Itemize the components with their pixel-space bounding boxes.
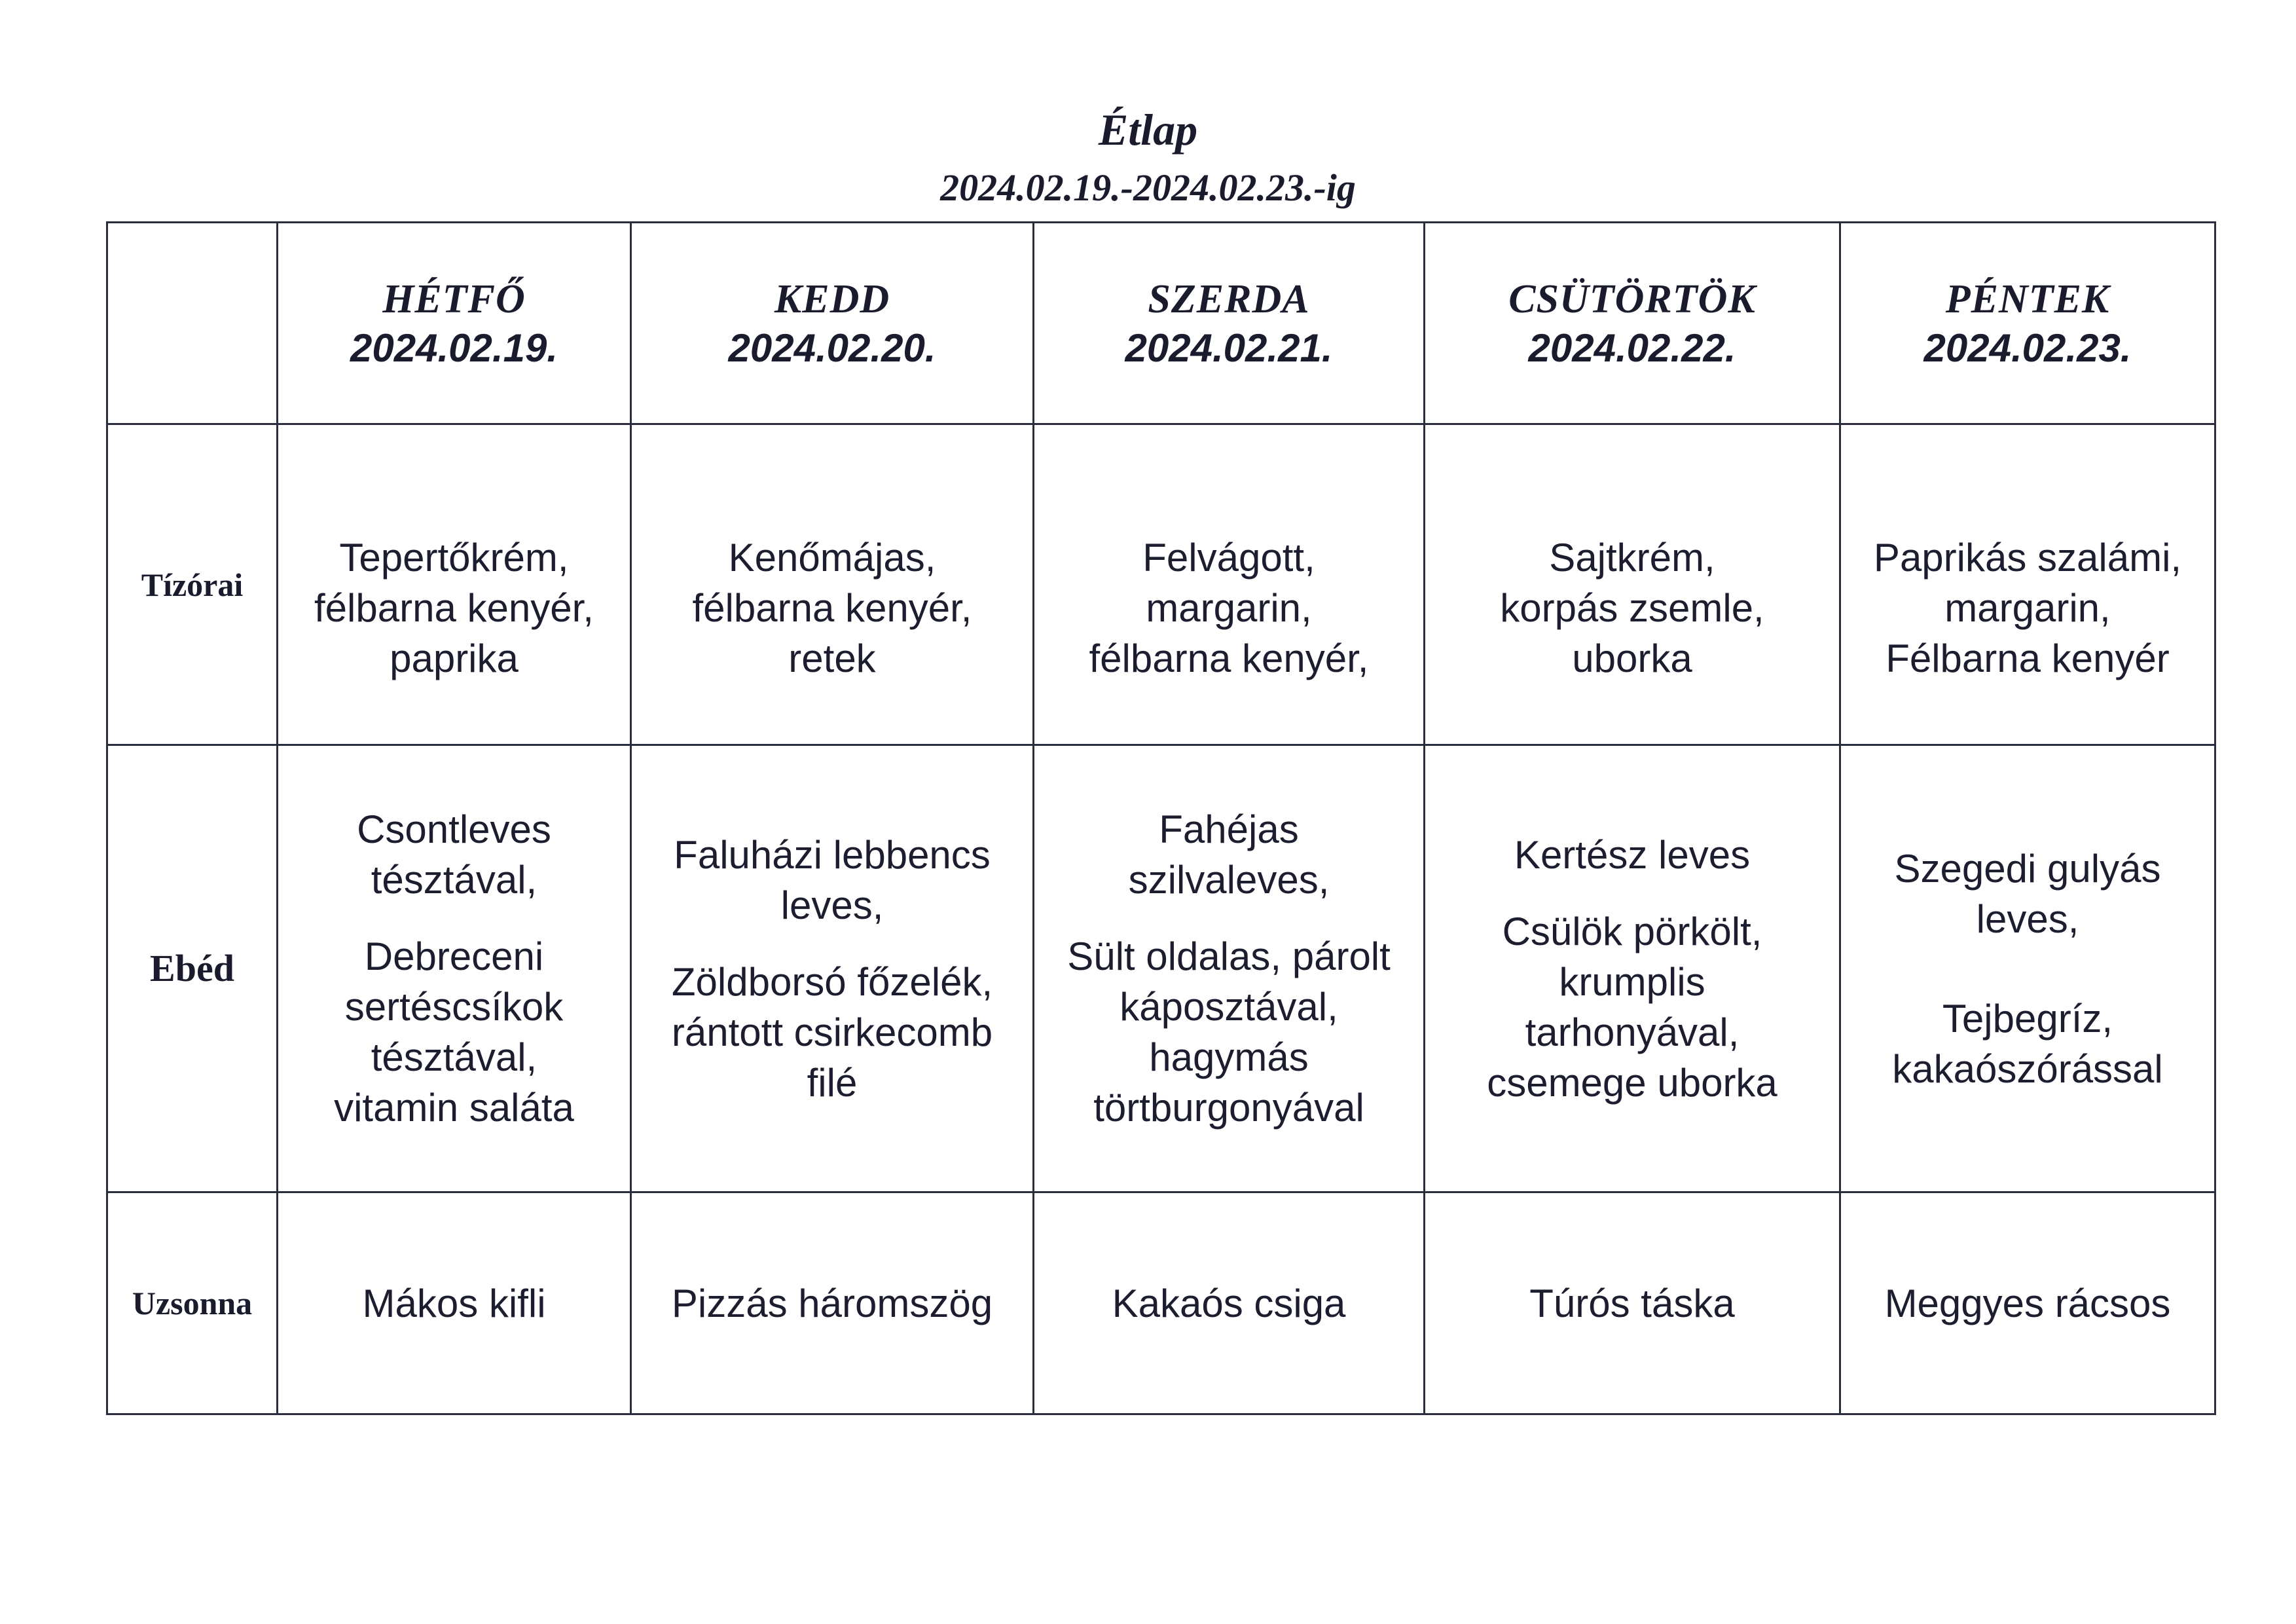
page-title: Étlap [1098, 105, 1198, 155]
uzsonna-cell-wednesday [1034, 1192, 1425, 1414]
tizorai-cell-tuesday [631, 424, 1034, 745]
menu-item-line: félbarna kenyér, [1089, 637, 1369, 680]
tizorai-cell-wednesday [1034, 424, 1425, 745]
ebed-cell-monday [278, 745, 631, 1192]
day-header-friday [1840, 223, 2215, 424]
main-course-line: Debreceni [364, 934, 544, 978]
main-course-line: filé [807, 1060, 858, 1105]
ebed-cell-wednesday [1034, 745, 1425, 1192]
uzsonna-cell-monday [278, 1192, 631, 1414]
menu-item-line: paprika [390, 637, 519, 680]
menu-item-line: félbarna kenyér, [314, 586, 594, 630]
day-header-tuesday [631, 223, 1034, 424]
day-date: 2024.02.21. [1125, 325, 1333, 370]
day-date: 2024.02.20. [728, 325, 936, 370]
ebed-cell-friday [1840, 745, 2215, 1192]
menu-item-line: Meggyes rácsos [1884, 1281, 2171, 1325]
row-label-tizorai [107, 424, 278, 745]
ebed-cell-thursday [1425, 745, 1840, 1192]
day-date: 2024.02.23. [1923, 325, 2132, 370]
day-header-thursday [1425, 223, 1840, 424]
soup-line: Faluházi lebbencs [674, 832, 991, 877]
menu-item-line: Sajtkrém, [1549, 536, 1715, 580]
soup-line: leves, [1976, 896, 2079, 941]
menu-item-line: Félbarna kenyér [1886, 637, 2170, 680]
uzsonna-cell-friday [1840, 1192, 2215, 1414]
row-label-text: Tízórai [141, 566, 244, 603]
main-course-line: tésztával, [371, 1035, 538, 1079]
soup-line: Kertész leves [1514, 832, 1751, 877]
menu-item-line: Kenőmájas, [728, 536, 936, 580]
day-name: CSÜTÖRTÖK [1508, 276, 1756, 322]
main-course-line: káposztával, [1120, 985, 1338, 1029]
table-row-uzsonna [107, 1192, 2215, 1414]
main-course-line: Tejbegríz, [1942, 996, 2113, 1041]
menu-item-line: Kakaós csiga [1112, 1281, 1346, 1325]
table-row-tizorai [107, 424, 2215, 745]
page-subtitle-date-range: 2024.02.19.-2024.02.23.-ig [940, 166, 1356, 209]
day-name: SZERDA [1148, 276, 1310, 322]
day-name: HÉTFŐ [382, 276, 526, 322]
menu-item-line: Túrós táska [1529, 1281, 1735, 1325]
soup-line: Fahéjas [1159, 807, 1299, 851]
uzsonna-cell-thursday [1425, 1192, 1840, 1414]
main-course-line: Sült oldalas, párolt [1067, 934, 1391, 978]
row-label-text: Ebéd [150, 947, 234, 989]
main-course-line: Zöldborsó főzelék, [671, 959, 993, 1004]
row-label-ebed [107, 745, 278, 1192]
menu-item-line: Mákos kifli [362, 1281, 546, 1325]
main-course-line: tarhonyával, [1525, 1010, 1740, 1054]
soup-line: tésztával, [371, 858, 538, 902]
soup-line: leves, [780, 883, 884, 927]
menu-item-line: uborka [1572, 637, 1692, 680]
menu-item-line: korpás zsemle, [1500, 586, 1764, 630]
day-header-monday [278, 223, 631, 424]
main-course-line: kakaószórással [1892, 1046, 2163, 1091]
tizorai-cell-friday [1840, 424, 2215, 745]
tizorai-cell-monday [278, 424, 631, 745]
menu-item-line: retek [788, 637, 876, 680]
menu-item-line: Paprikás szalámi, [1873, 536, 2182, 580]
main-course-line: Csülök pörkölt, [1502, 909, 1762, 953]
day-date: 2024.02.19. [350, 325, 558, 370]
day-name: KEDD [774, 276, 890, 322]
day-name: PÉNTEK [1945, 276, 2110, 322]
menu-item-line: Tepertőkrém, [339, 536, 569, 580]
main-course-line: krumplis [1559, 959, 1705, 1004]
row-label-text: Uzsonna [132, 1285, 253, 1321]
main-course-line: törtburgonyával [1093, 1086, 1364, 1130]
main-course-line: rántott csirkecomb [671, 1010, 993, 1054]
ebed-cell-tuesday [631, 745, 1034, 1192]
menu-item-line: Pizzás háromszög [671, 1281, 993, 1325]
menu-item-line: Felvágott, [1142, 536, 1315, 580]
uzsonna-cell-tuesday [631, 1192, 1034, 1414]
soup-line: szilvaleves, [1128, 858, 1330, 902]
corner-cell [107, 223, 278, 424]
main-course-line: sertéscsíkok [344, 985, 564, 1029]
soup-line: Csontleves [357, 807, 551, 851]
day-date: 2024.02.22. [1528, 325, 1736, 370]
tizorai-cell-thursday [1425, 424, 1840, 745]
soup-line: Szegedi gulyás [1894, 846, 2161, 891]
menu-item-line: margarin, [1146, 586, 1312, 630]
menu-item-line: félbarna kenyér, [692, 586, 972, 630]
row-label-uzsonna [107, 1192, 278, 1414]
menu-item-line: margarin, [1944, 586, 2111, 630]
main-course-line: hagymás [1149, 1035, 1309, 1079]
menu-table [106, 221, 2216, 1415]
main-course-line: csemege uborka [1487, 1060, 1777, 1105]
day-header-wednesday [1034, 223, 1425, 424]
main-course-line: vitamin saláta [334, 1086, 574, 1130]
table-header-row [107, 223, 2215, 424]
table-row-ebed [107, 745, 2215, 1192]
